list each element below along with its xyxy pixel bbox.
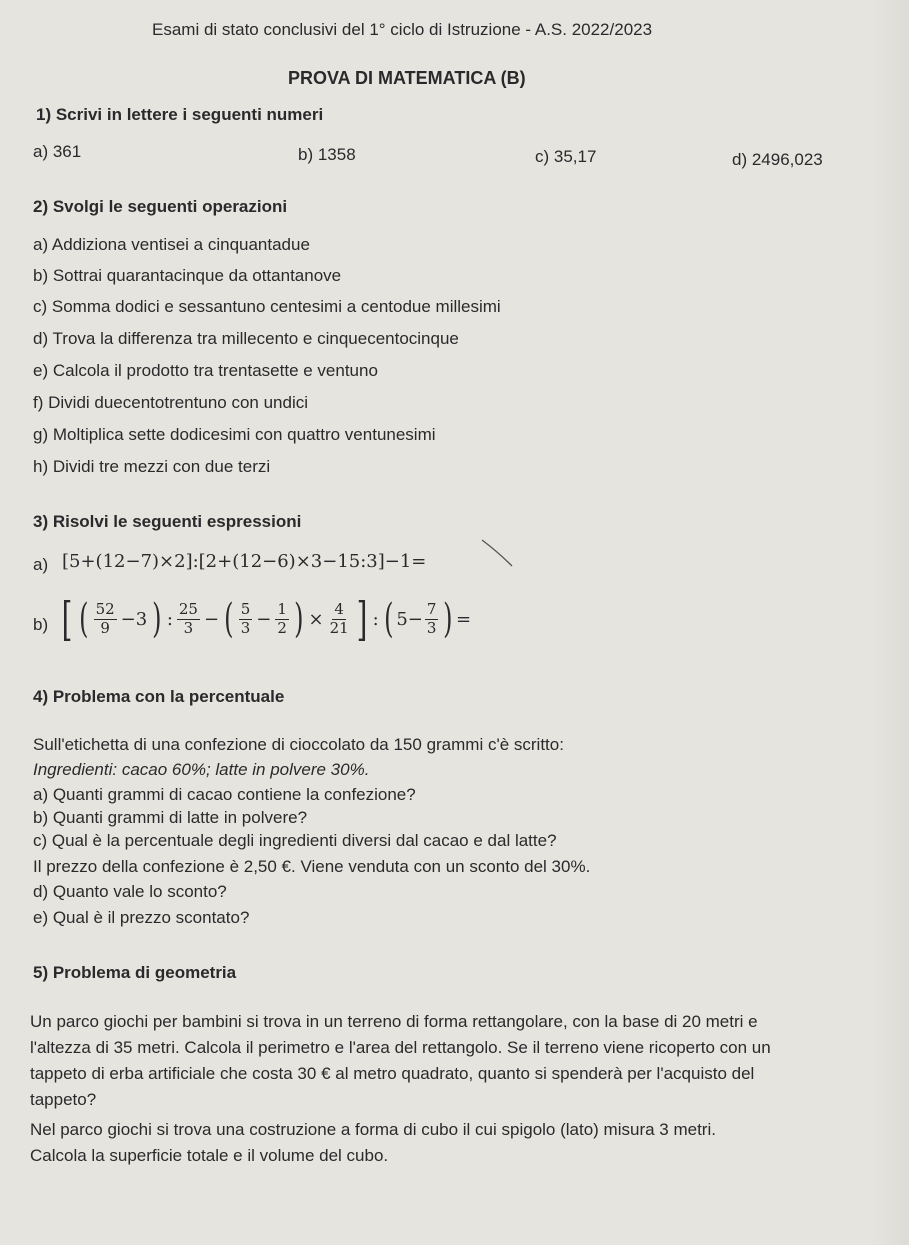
s4-question-b: b) Quanti grammi di latte in polvere? [33, 808, 308, 827]
s5-line: tappeto? [30, 1090, 97, 1109]
page-title: PROVA DI MATEMATICA (B) [288, 68, 526, 88]
divide-sign: : [166, 608, 173, 630]
paren-close: ) [152, 596, 162, 642]
section-1-heading: 1) Scrivi in lettere i seguenti numeri [36, 105, 324, 124]
paren-open: ( [383, 596, 394, 642]
paren-open: ( [79, 596, 89, 642]
s2-item: a) Addiziona ventisei a cinquantadue [33, 235, 310, 254]
paren-close: ) [293, 596, 304, 642]
pen-mark [480, 538, 516, 570]
term: −3 [120, 608, 148, 630]
s1-item-d: d) 2496,023 [732, 150, 823, 169]
s3-label-a: a) [33, 555, 49, 574]
s4-price: Il prezzo della confezione è 2,50 €. Viene venduta con un sconto del 30%. [33, 857, 591, 876]
paren-open: ( [224, 596, 234, 642]
s5-line: Calcola la superficie totale e il volume del cubo. [30, 1146, 389, 1165]
s2-item: h) Dividi tre mezzi con due terzi [33, 457, 271, 476]
s1-item-c: c) 35,17 [535, 147, 597, 166]
fraction: $\frac{4}{21}$ [329, 600, 349, 637]
s5-line: Nel parco giochi si trova una costruzione a forma di cubo il cui spigolo (lato) misura 3 metri. [30, 1120, 716, 1139]
s2-item: e) Calcola il prodotto tra trentasette e ventuno [33, 361, 378, 380]
paper-shadow [869, 0, 909, 1245]
fraction: $\frac{52}{9}$ [95, 600, 115, 637]
s2-item: c) Somma dodici e sessantuno centesimi a centodue millesimi [33, 297, 501, 316]
divide-sign: : [372, 608, 379, 630]
s3-label-b: b) [33, 615, 49, 634]
minus-sign: − [203, 608, 220, 630]
s4-question-a: a) Quanti grammi di cacao contiene la confezione? [33, 785, 416, 804]
bracket-close: ] [356, 592, 368, 646]
section-5-heading: 5) Problema di geometria [33, 963, 237, 982]
exam-header-line: Esami di stato conclusivi del 1° ciclo di Istruzione - A.S. 2022/2023 [152, 20, 653, 39]
s4-ingredients: Ingredienti: cacao 60%; latte in polvere 30%. [33, 760, 370, 779]
fraction: $\frac{5}{3}$ [240, 600, 251, 637]
fraction: $\frac{1}{2}$ [277, 600, 287, 637]
bracket-open: [ [61, 592, 73, 646]
s5-line: tappeto di erba artificiale che costa 30 € al metro quadrato, quanto si spenderà per l'acquisto del [30, 1064, 755, 1083]
minus-sign: − [256, 608, 272, 630]
section-3-heading: 3) Risolvi le seguenti espressioni [33, 512, 302, 531]
s1-item-b: b) 1358 [298, 145, 356, 164]
s1-item-a: a) 361 [33, 142, 82, 161]
s4-question-e: e) Qual è il prezzo scontato? [33, 908, 250, 927]
equals-sign: = [456, 608, 472, 630]
s4-question-d: d) Quanto vale lo sconto? [33, 882, 227, 901]
s5-line: l'altezza di 35 metri. Calcola il perimetro e l'area del rettangolo. Se il terreno viene ricoperto con un [30, 1038, 771, 1057]
s2-item: b) Sottrai quarantacinque da ottantanove [33, 266, 342, 285]
term: 5− [396, 608, 423, 630]
s5-line: Un parco giochi per bambini si trova in un terreno di forma rettangolare, con la base di 20 metri e [30, 1012, 758, 1031]
expression-a: [5+(12−7)×2]:[2+(12−6)×3−15:3]−1= [62, 551, 427, 572]
times-sign: × [308, 608, 324, 630]
fraction: $\frac{7}{3}$ [426, 600, 437, 637]
expression-b [58, 592, 472, 646]
paren-close: ) [443, 596, 453, 642]
s2-item: d) Trova la differenza tra millecento e cinquecentocinque [33, 329, 459, 348]
section-4-heading: 4) Problema con la percentuale [33, 687, 285, 706]
s4-question-c: c) Qual è la percentuale degli ingredienti diversi dal cacao e dal latte? [33, 831, 557, 850]
s4-intro: Sull'etichetta di una confezione di cioccolato da 150 grammi c'è scritto: [33, 735, 564, 754]
section-2-heading: 2) Svolgi le seguenti operazioni [33, 197, 288, 216]
s2-item: f) Dividi duecentotrentuno con undici [33, 393, 308, 412]
fraction: $\frac{25}{3}$ [178, 600, 198, 637]
s2-item: g) Moltiplica sette dodicesimi con quattro ventunesimi [33, 425, 436, 444]
